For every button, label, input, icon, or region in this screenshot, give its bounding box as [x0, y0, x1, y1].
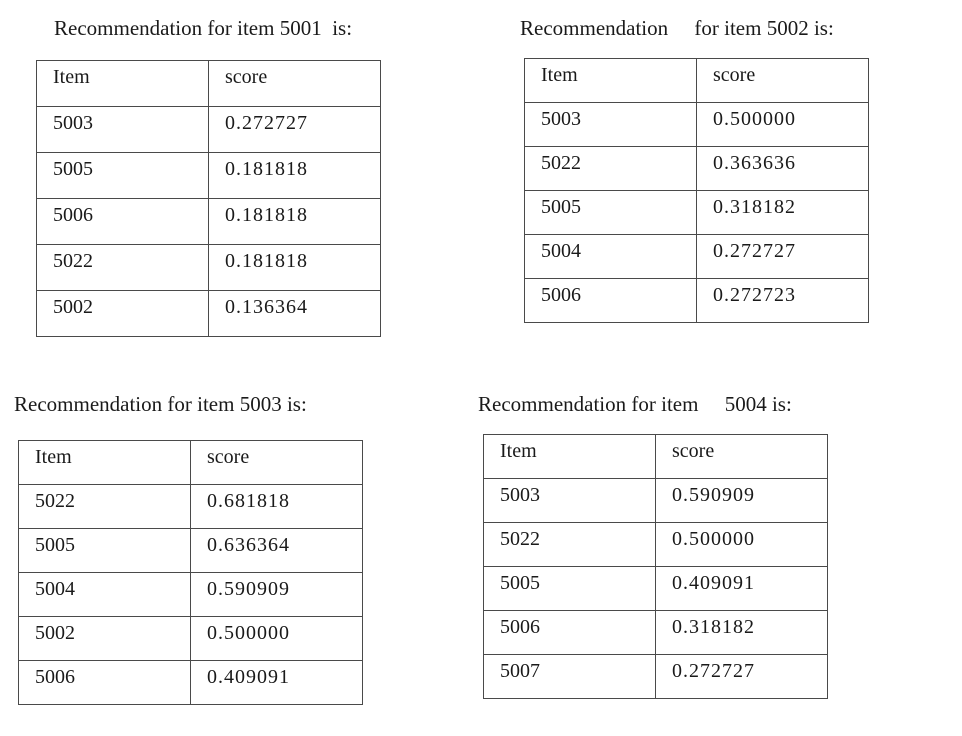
header-score: score	[656, 435, 828, 479]
item-cell: 5022	[37, 245, 209, 291]
table-row	[525, 279, 869, 323]
score-cell: 0.409091	[656, 567, 828, 611]
recommendation-table-5003	[18, 440, 363, 705]
table-row	[525, 103, 869, 147]
recommendation-caption-5003: Recommendation for item 5003 is:	[14, 392, 307, 416]
item-cell: 5004	[19, 573, 191, 617]
score-cell: 0.590909	[191, 573, 363, 617]
item-cell: 5005	[484, 567, 656, 611]
score-cell: 0.318182	[656, 611, 828, 655]
table-row	[37, 245, 381, 291]
table-header-row	[525, 59, 869, 103]
table-row	[37, 107, 381, 153]
table-row	[484, 567, 828, 611]
score-cell: 0.590909	[656, 479, 828, 523]
table-row	[19, 617, 363, 661]
item-cell: 5003	[37, 107, 209, 153]
item-cell: 5006	[525, 279, 697, 323]
score-cell: 0.318182	[697, 191, 869, 235]
table-row	[484, 655, 828, 699]
score-cell: 0.136364	[209, 291, 381, 337]
score-cell: 0.272727	[697, 235, 869, 279]
score-cell: 0.272727	[209, 107, 381, 153]
item-cell: 5006	[19, 661, 191, 705]
score-cell: 0.363636	[697, 147, 869, 191]
table-row	[19, 529, 363, 573]
table-row	[19, 573, 363, 617]
item-cell: 5005	[19, 529, 191, 573]
recommendation-table-5004	[483, 434, 828, 699]
item-cell: 5022	[19, 485, 191, 529]
header-score: score	[209, 61, 381, 107]
header-item: Item	[525, 59, 697, 103]
table-row	[525, 191, 869, 235]
score-cell: 0.272727	[656, 655, 828, 699]
header-score: score	[697, 59, 869, 103]
header-item: Item	[37, 61, 209, 107]
score-cell: 0.500000	[697, 103, 869, 147]
header-item: Item	[484, 435, 656, 479]
table-row	[484, 479, 828, 523]
recommendation-caption-5001: Recommendation for item 5001 is:	[54, 16, 353, 40]
item-cell: 5002	[37, 291, 209, 337]
table-row	[37, 199, 381, 245]
table-row	[19, 661, 363, 705]
table-row	[37, 153, 381, 199]
score-cell: 0.181818	[209, 199, 381, 245]
score-cell: 0.636364	[191, 529, 363, 573]
item-cell: 5002	[19, 617, 191, 661]
table-row	[525, 147, 869, 191]
item-cell: 5005	[525, 191, 697, 235]
score-cell: 0.500000	[191, 617, 363, 661]
recommendation-caption-5004: Recommendation for item 5004 is:	[478, 392, 792, 416]
recommendation-table-5002	[524, 58, 869, 323]
item-cell: 5003	[525, 103, 697, 147]
score-cell: 0.181818	[209, 245, 381, 291]
table-row	[19, 485, 363, 529]
score-cell: 0.500000	[656, 523, 828, 567]
item-cell: 5006	[484, 611, 656, 655]
item-cell: 5006	[37, 199, 209, 245]
item-cell: 5022	[484, 523, 656, 567]
item-cell: 5007	[484, 655, 656, 699]
table-header-row	[484, 435, 828, 479]
header-item: Item	[19, 441, 191, 485]
item-cell: 5004	[525, 235, 697, 279]
table-row	[484, 611, 828, 655]
item-cell: 5005	[37, 153, 209, 199]
recommendation-table-5001	[36, 60, 381, 337]
table-header-row	[37, 61, 381, 107]
table-row	[484, 523, 828, 567]
item-cell: 5003	[484, 479, 656, 523]
table-header-row	[19, 441, 363, 485]
score-cell: 0.272723	[697, 279, 869, 323]
header-score: score	[191, 441, 363, 485]
score-cell: 0.409091	[191, 661, 363, 705]
recommendation-caption-5002: Recommendation for item 5002 is:	[520, 16, 834, 40]
table-row	[525, 235, 869, 279]
table-row	[37, 291, 381, 337]
item-cell: 5022	[525, 147, 697, 191]
score-cell: 0.181818	[209, 153, 381, 199]
score-cell: 0.681818	[191, 485, 363, 529]
